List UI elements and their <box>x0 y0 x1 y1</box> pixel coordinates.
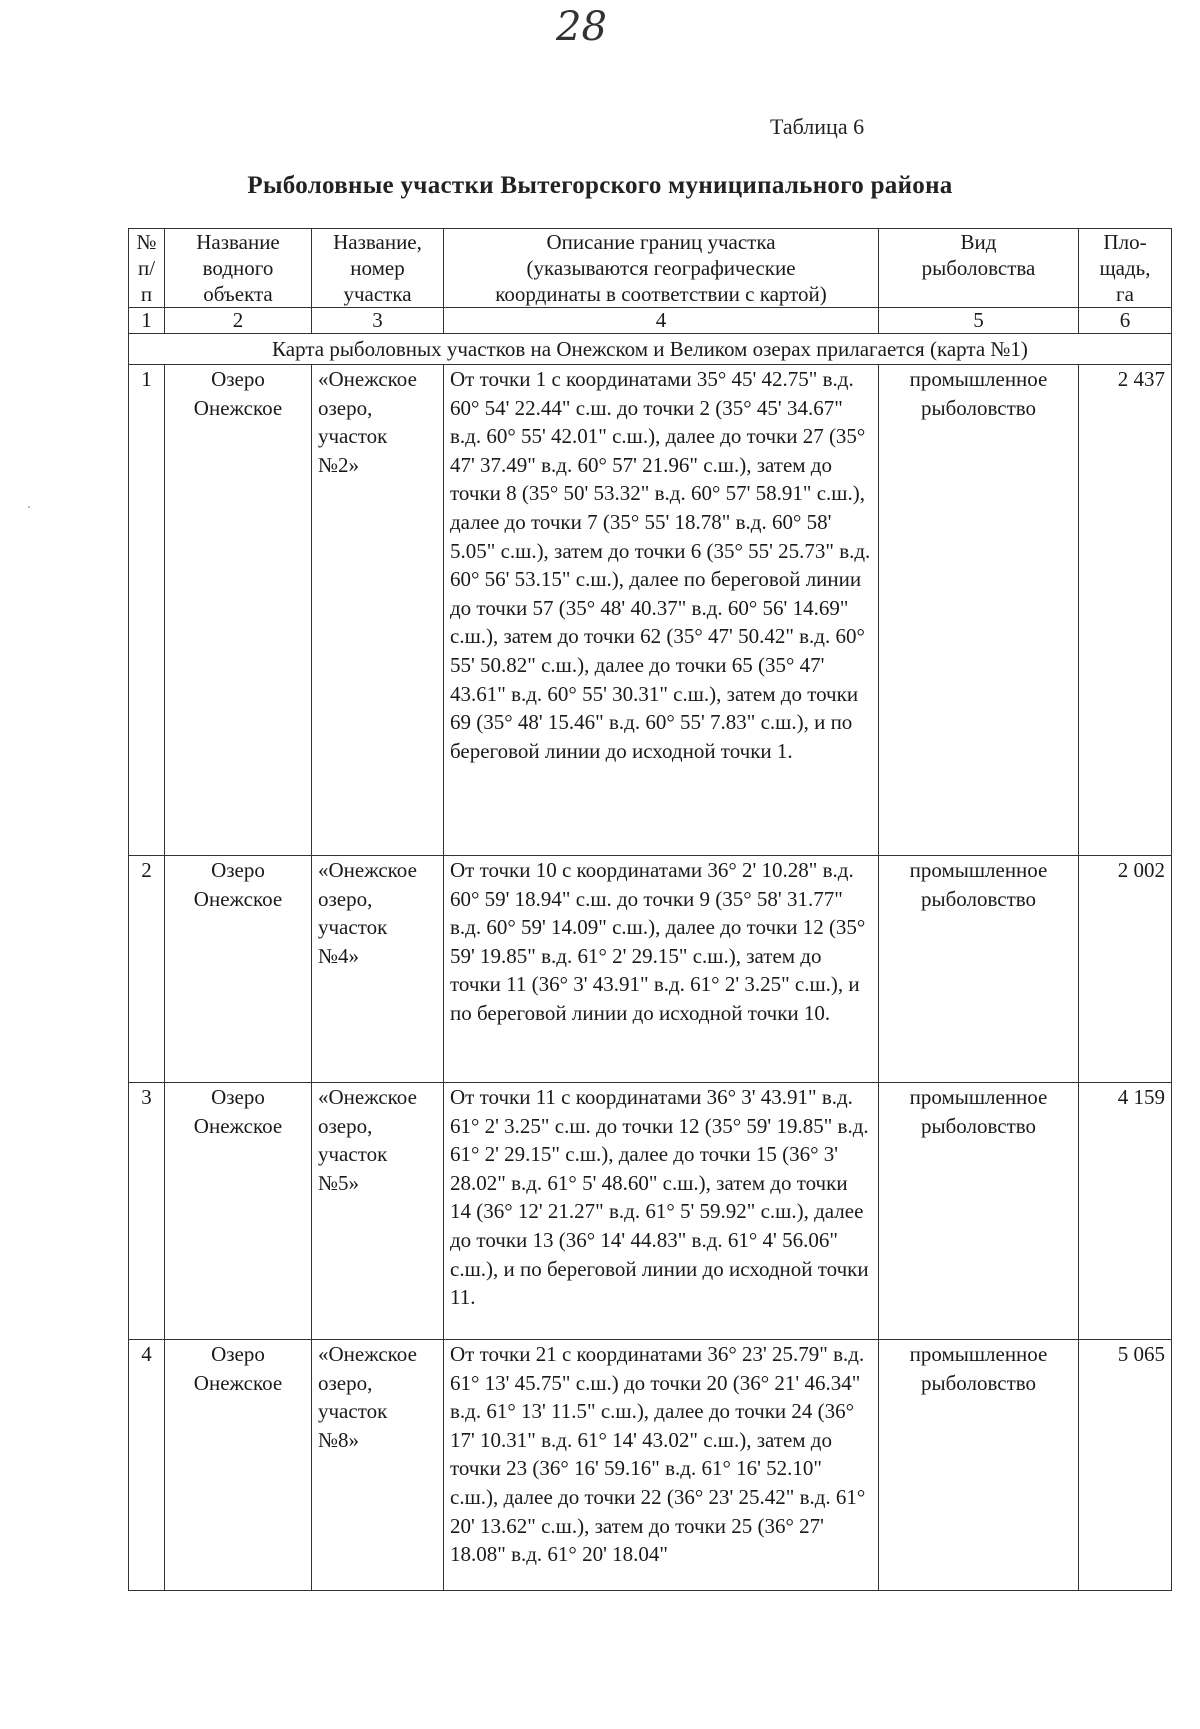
area-line: №2» <box>318 452 360 477</box>
table-caption: Таблица 6 <box>770 114 865 139</box>
header-size-line: га <box>1116 282 1134 306</box>
fishing-area-name <box>312 1083 444 1340</box>
area-size-ha: 5 065 <box>1079 1340 1172 1591</box>
column-number: 5 <box>879 308 1079 334</box>
column-number: 1 <box>129 308 165 334</box>
column-number: 4 <box>444 308 879 334</box>
type-line: промышленное <box>909 1085 1048 1109</box>
water-body-name <box>165 365 312 856</box>
header-type-line: рыболовства <box>921 256 1036 280</box>
document-title: Рыболовные участки Вытегорского муниципального района <box>247 172 953 199</box>
area-line: участок <box>318 424 388 449</box>
scan-speck <box>28 506 30 508</box>
column-number: 2 <box>165 308 312 334</box>
area-line: участок <box>318 1399 388 1424</box>
area-line: «Онежское <box>318 1342 417 1366</box>
row-number: 3 <box>129 1083 165 1340</box>
area-line: «Онежское <box>318 1085 417 1109</box>
area-line: №5» <box>318 1170 360 1195</box>
header-water-line: объекта <box>203 282 273 306</box>
fishing-type <box>879 365 1079 856</box>
area-line: «Онежское <box>318 367 417 391</box>
header-desc-line: координаты в соответствии с картой) <box>495 282 827 306</box>
water-line: Озеро <box>211 858 265 882</box>
water-line: Озеро <box>211 1085 265 1109</box>
header-no-line: п/ <box>137 256 156 280</box>
fishing-type <box>879 856 1079 1083</box>
header-water-body <box>165 229 312 308</box>
area-line: озеро, <box>318 1113 373 1138</box>
area-line: озеро, <box>318 395 373 420</box>
area-line: №4» <box>318 943 360 968</box>
boundary-description: От точки 10 с координатами 36° 2' 10.28" в.д. 60° 59' 18.94" с.ш. до точки 9 (35° 58' 31.77" в.д. 60° 59' 14.09" с.ш.), далее до точки 12 (35° 59' 19.85" в.д. 61° 2' 29.15" с.ш.), затем до точки 11 (36° 3' 43.91" в.д. 61° 2' 3.25" с.ш.), и по береговой линии до исходной точки 10. <box>444 856 879 1083</box>
header-size-line: щадь, <box>1099 256 1151 280</box>
table-row <box>129 1340 1172 1591</box>
header-no <box>129 229 165 308</box>
type-line: промышленное <box>909 367 1048 391</box>
column-number-row <box>129 308 1172 334</box>
column-number: 6 <box>1079 308 1172 334</box>
area-size-ha: 4 159 <box>1079 1083 1172 1340</box>
table-row <box>129 365 1172 856</box>
map-note: Карта рыболовных участков на Онежском и Великом озерах прилагается (карта №1) <box>129 334 1172 365</box>
header-area-name <box>312 229 444 308</box>
map-note-row <box>129 334 1172 365</box>
area-line: «Онежское <box>318 858 417 882</box>
type-line: промышленное <box>909 1342 1048 1366</box>
type-line: рыболовство <box>920 1370 1037 1395</box>
header-desc-line: (указываются географические <box>526 256 796 280</box>
fishing-area-name <box>312 365 444 856</box>
header-desc-line: Описание границ участка <box>546 230 776 254</box>
header-area-line: номер <box>350 256 405 280</box>
type-line: рыболовство <box>920 395 1037 420</box>
header-area-line: Название, <box>333 230 422 254</box>
water-line: Онежское <box>193 886 283 911</box>
fishing-type <box>879 1083 1079 1340</box>
fishing-area-name <box>312 856 444 1083</box>
header-fishing-type <box>879 229 1079 308</box>
fishing-type <box>879 1340 1079 1591</box>
area-line: №8» <box>318 1427 360 1452</box>
water-line: Озеро <box>211 367 265 391</box>
handwritten-page-number: 28 <box>556 4 607 50</box>
column-number: 3 <box>312 308 444 334</box>
type-line: рыболовство <box>920 886 1037 911</box>
area-line: озеро, <box>318 886 373 911</box>
table-row <box>129 1083 1172 1340</box>
header-row <box>129 229 1172 308</box>
boundary-description: От точки 11 с координатами 36° 3' 43.91" в.д. 61° 2' 3.25" с.ш. до точки 12 (35° 59' 19.85" в.д. 61° 2' 29.15" с.ш.), далее до точки 15 (36° 3' 28.02" в.д. 61° 5' 48.60" с.ш.), затем до точки 14 (36° 12' 21.27" в.д. 61° 5' 59.92" с.ш.), далее до точки 13 (36° 14' 44.83" в.д. 61° 4' 56.06" с.ш.), и по береговой линии до исходной точки 11. <box>444 1083 879 1340</box>
row-number: 4 <box>129 1340 165 1591</box>
water-line: Онежское <box>193 395 283 420</box>
water-body-name <box>165 1083 312 1340</box>
area-size-ha: 2 002 <box>1079 856 1172 1083</box>
water-body-name <box>165 856 312 1083</box>
header-area-line: участка <box>343 282 412 306</box>
type-line: промышленное <box>909 858 1048 882</box>
header-area-size <box>1079 229 1172 308</box>
header-type-line: Вид <box>960 230 997 254</box>
type-line: рыболовство <box>920 1113 1037 1138</box>
table-row <box>129 856 1172 1083</box>
row-number: 2 <box>129 856 165 1083</box>
area-line: участок <box>318 915 388 940</box>
water-line: Озеро <box>211 1342 265 1366</box>
header-no-line: № <box>136 230 157 254</box>
boundary-description: От точки 1 с координатами 35° 45' 42.75" в.д. 60° 54' 22.44" с.ш. до точки 2 (35° 45' 34.67" в.д. 60° 55' 42.01" с.ш.), далее до точки 27 (35° 47' 37.49" в.д. 60° 57' 21.96" с.ш.), затем до точки 8 (35° 50' 53.32" в.д. 60° 57' 58.91" с.ш.), далее до точки 7 (35° 55' 18.78" в.д. 60° 58' 5.05" с.ш.), затем до точки 6 (35° 55' 25.73" в.д. 60° 56' 53.15" с.ш.), далее по береговой линии до точки 57 (35° 48' 40.37" в.д. 60° 56' 14.69" с.ш.), затем до точки 62 (35° 47' 50.42" в.д. 60° 55' 50.82" с.ш.), далее до точки 65 (35° 47' 43.61" в.д. 60° 55' 30.31" с.ш.), затем до точки 69 (35° 48' 15.46" в.д. 60° 55' 7.83" с.ш.), и по береговой линии до исходной точки 1. <box>444 365 879 856</box>
row-number: 1 <box>129 365 165 856</box>
area-line: участок <box>318 1142 388 1167</box>
header-boundary-description <box>444 229 879 308</box>
boundary-description: От точки 21 с координатами 36° 23' 25.79" в.д. 61° 13' 45.75" с.ш.) до точки 20 (36° 21' 46.34" в.д. 61° 13' 11.5" с.ш.), далее до точки 24 (36° 17' 10.31" в.д. 61° 14' 43.02" с.ш.), затем до точки 23 (36° 16' 59.16" в.д. 61° 16' 52.10" с.ш.), далее до точки 22 (36° 23' 25.42" в.д. 61° 20' 13.62" с.ш.), затем до точки 25 (36° 27' 18.08" в.д. 61° 20' 18.04" <box>444 1340 879 1591</box>
fishing-areas-table <box>128 228 1172 1591</box>
area-size-ha: 2 437 <box>1079 365 1172 856</box>
header-water-line: водного <box>202 256 274 280</box>
water-body-name <box>165 1340 312 1591</box>
fishing-area-name <box>312 1340 444 1591</box>
header-size-line: Пло- <box>1103 230 1147 254</box>
area-line: озеро, <box>318 1370 373 1395</box>
header-water-line: Название <box>196 230 280 254</box>
water-line: Онежское <box>193 1113 283 1138</box>
water-line: Онежское <box>193 1370 283 1395</box>
header-no-line: п <box>140 282 153 306</box>
